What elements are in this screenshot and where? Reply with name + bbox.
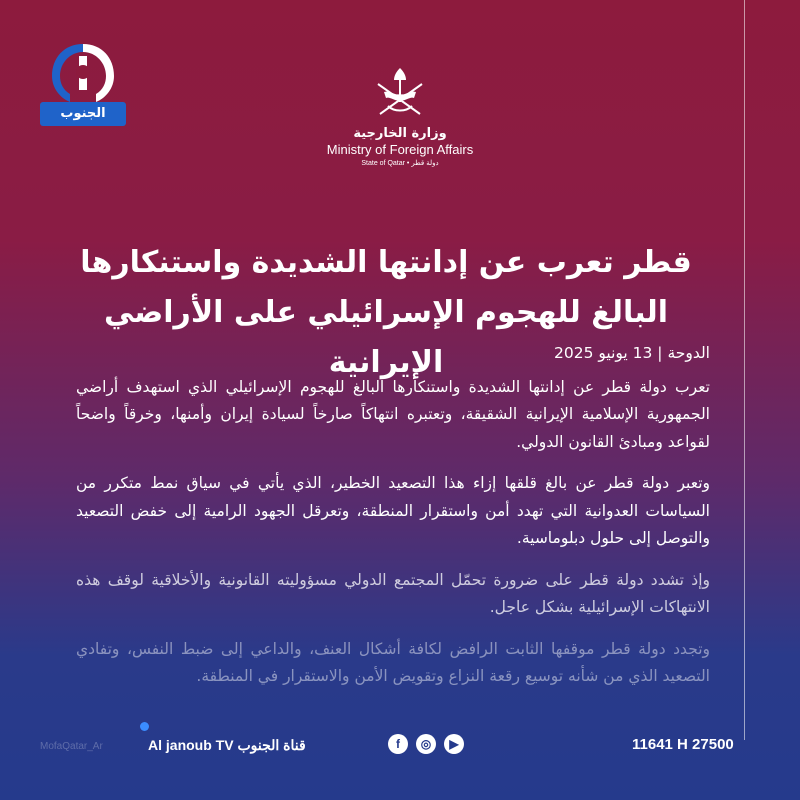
paragraph-1: تعرب دولة قطر عن إدانتها الشديدة واستنكارها البالغ للهجوم الإسرائيلي الذي استهدف أراضي الجمهورية الإسلامية الإيرانية الشقيقة، وتعتبره انتهاكاً صارخاً لسيادة إيران وأمنها، وخرقاً واضحاً لقواعد ومبادئ القانون الدولي.: [76, 377, 710, 451]
instagram-icon[interactable]: ◎: [416, 734, 436, 754]
social-links: [388, 734, 464, 754]
satellite-frequency: 11641 H 27500: [632, 736, 734, 753]
tv-channel-name: Al janoub TV قناة الجنوب: [148, 737, 306, 753]
ministry-name-arabic: وزارة الخارجية: [353, 126, 447, 141]
channel-logo: [40, 42, 128, 132]
footer-bar: [0, 730, 800, 762]
qatar-emblem-icon: [370, 62, 430, 122]
watermark-handle: MofaQatar_Ar: [40, 741, 103, 752]
headline-line-1: قطر تعرب عن إدانتها الشديدة واستنكارها: [80, 245, 692, 280]
ministry-name-english: Ministry of Foreign Affairs: [326, 142, 474, 157]
paragraph-3: وإذ تشدد دولة قطر على ضرورة تحمّل المجتمع الدولي مسؤوليته القانونية والأخلاقية لوقف هذه الانتهاكات الإسرائيلية بشكل عاجل.: [76, 570, 710, 616]
paragraph-4: وتجدد دولة قطر موقفها الثابت الرافض لكافة أشكال العنف، والداعي إلى ضبط النفس، وتفادي التصعيد الذي من شأنه توسيع رقعة النزاع وتقويض الأمن والاستقرار في المنطقة.: [76, 639, 710, 685]
statement-body: [76, 340, 710, 705]
divider-line: [744, 0, 745, 740]
state-label: State of Qatar • دولة قطر: [361, 160, 439, 167]
youtube-icon[interactable]: ▶: [444, 734, 464, 754]
channel-logo-caption: الجنوب: [40, 102, 126, 126]
facebook-icon[interactable]: f: [388, 734, 408, 754]
dateline: الدوحة | 13 يونيو 2025: [554, 344, 710, 362]
ministry-emblem: [300, 62, 500, 182]
channel-logo-icon: [48, 42, 118, 108]
paragraph-2: وتعبر دولة قطر عن بالغ قلقها إزاء هذا التصعيد الخطير، الذي يأتي في سياق نمط متكرر من السياسات العدوانية التي تهدد أمن واستقرار المنطقة، وتعرقل الجهود الرامية إلى خفض التصعيد والتوصل إلى حلول دبلوماسية.: [76, 474, 710, 547]
headline-line-2: البالغ للهجوم الإسرائيلي على الأراضي الإيرانية: [103, 295, 669, 380]
